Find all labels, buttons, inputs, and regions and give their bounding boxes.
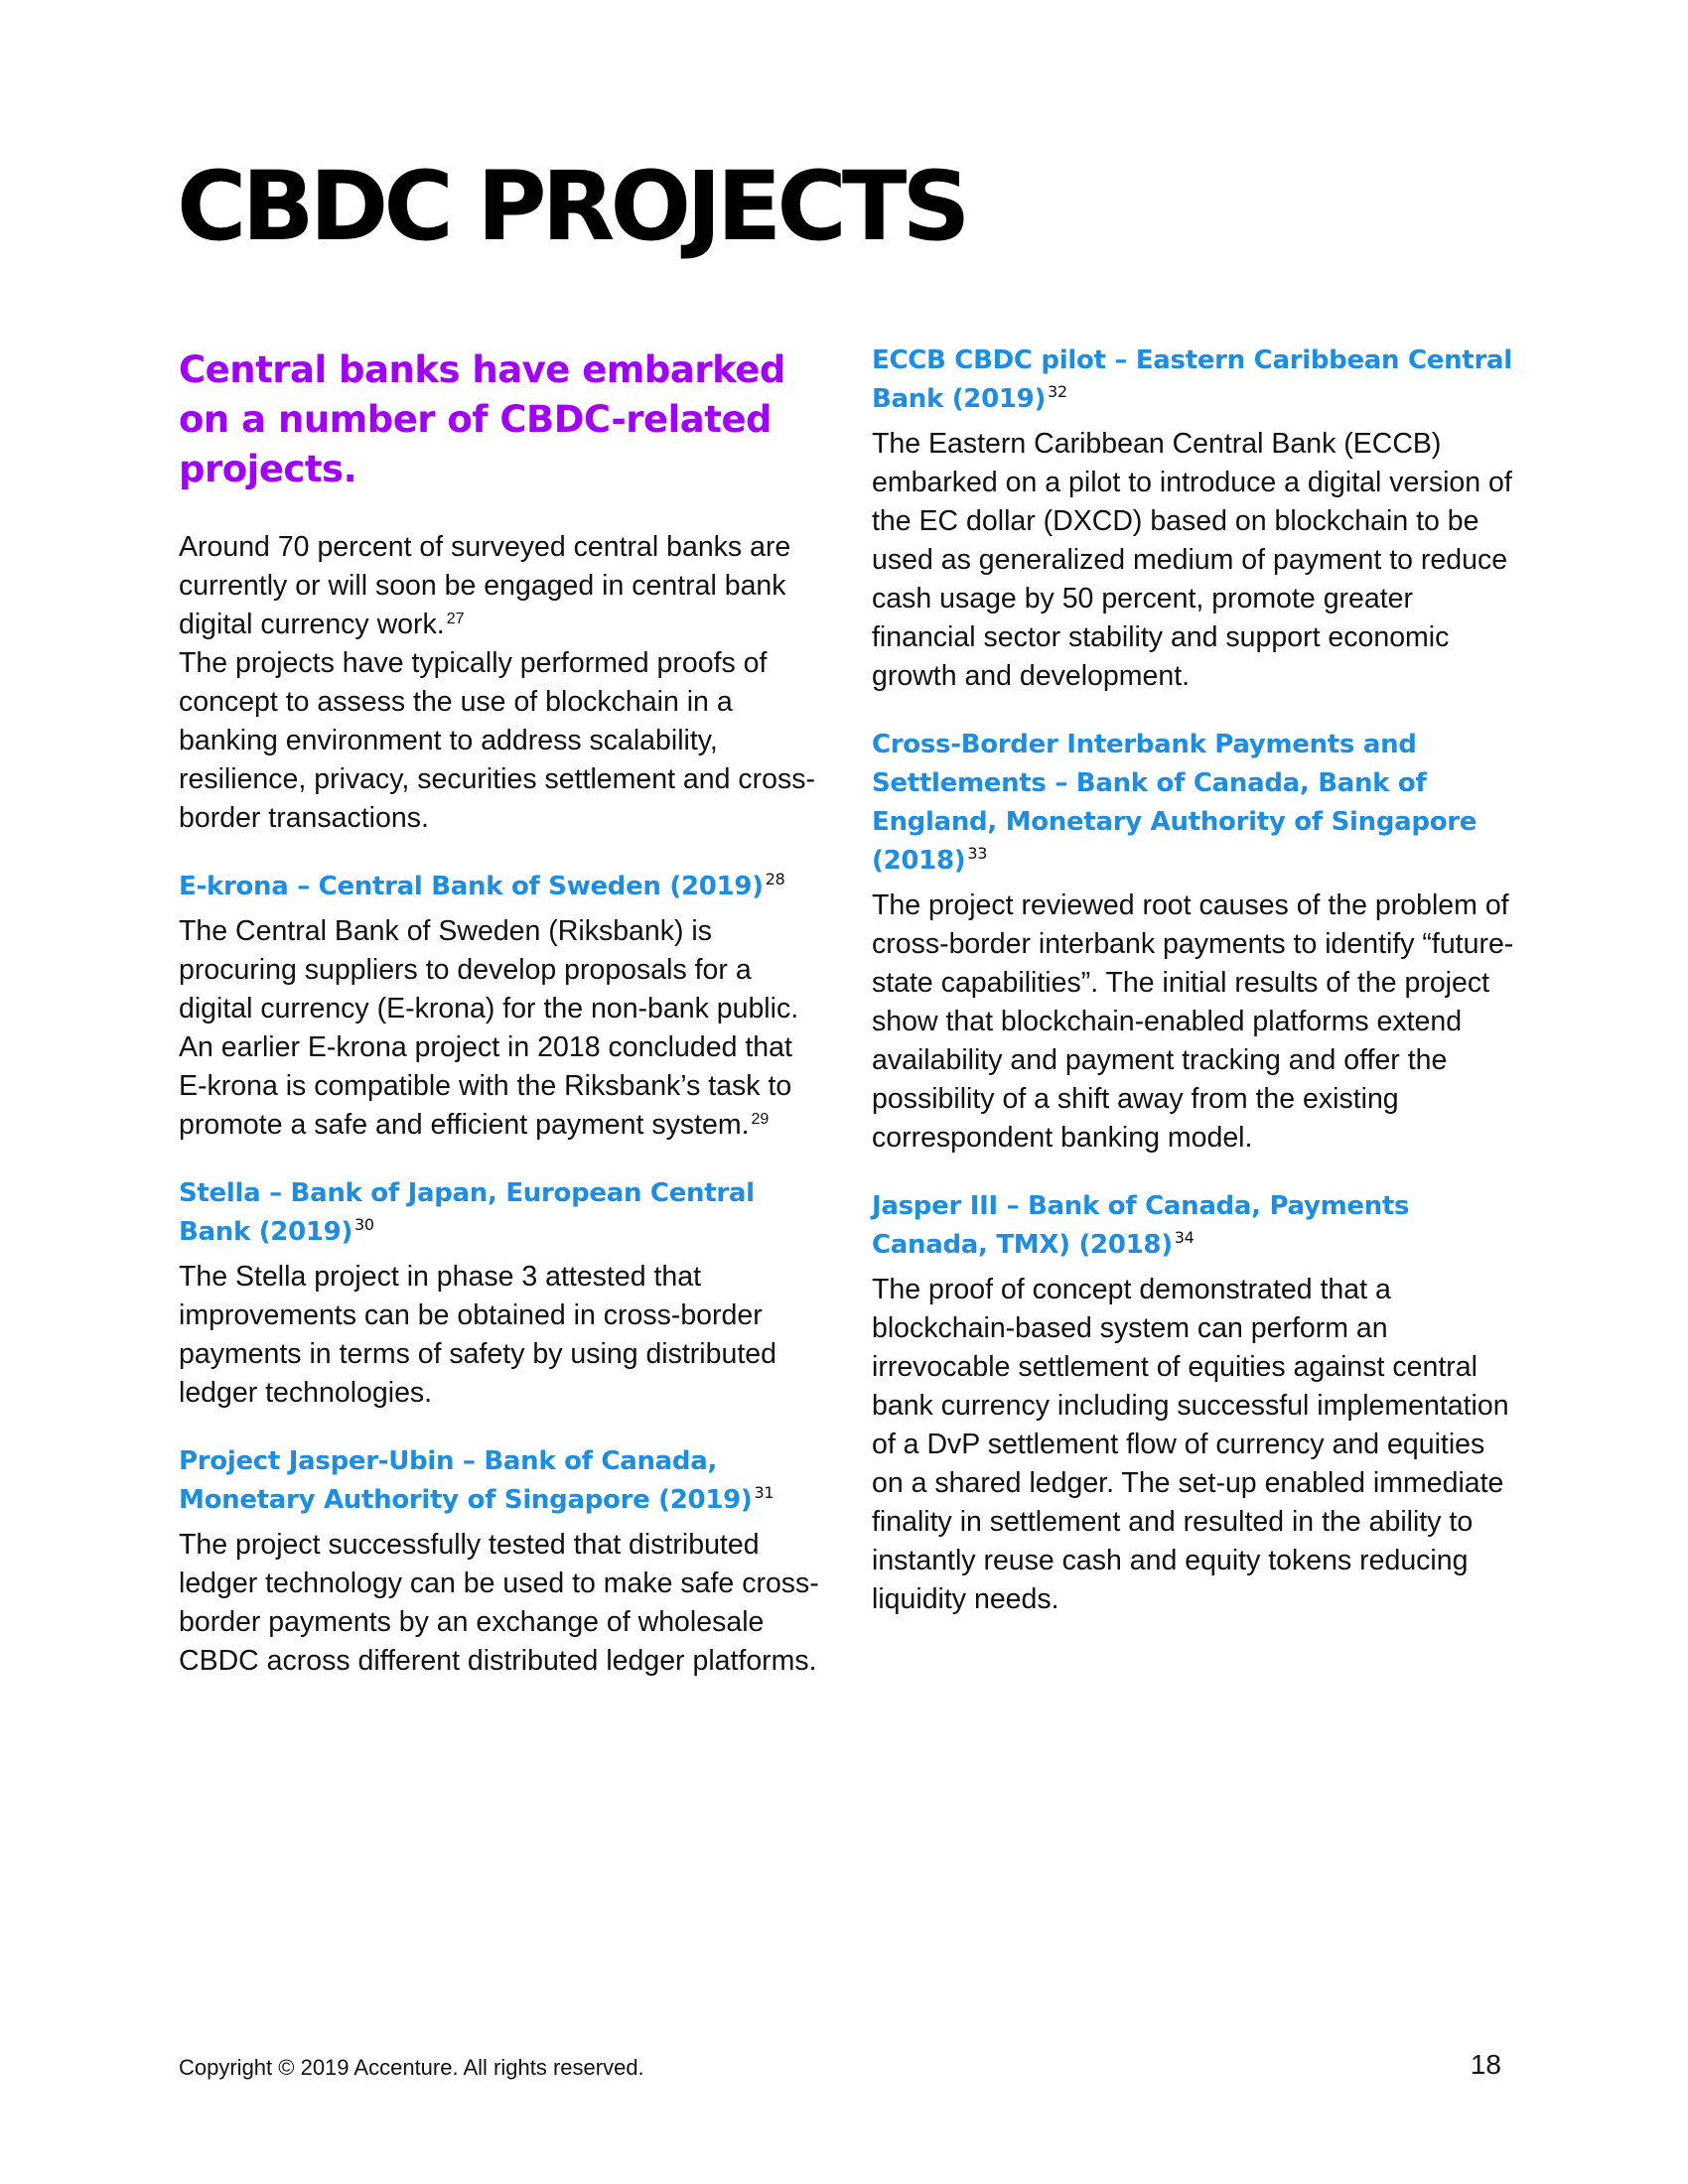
project-eccb <box>872 341 1517 696</box>
intro-text: Around 70 percent of surveyed central banks are currently or will soon be engaged in central bank digital currency work. <box>179 531 791 640</box>
project-body <box>179 1258 824 1413</box>
footnote-ref: 30 <box>354 1215 374 1235</box>
project-jasper-ubin <box>179 1442 824 1681</box>
project-heading-text: ECCB CBDC pilot – Eastern Caribbean Central Bank (2019) <box>872 345 1512 414</box>
project-heading-text: Jasper III – Bank of Canada, Payments Canada, TMX) (2018) <box>872 1191 1410 1260</box>
project-heading <box>179 1442 824 1520</box>
project-body <box>872 887 1517 1158</box>
project-body-text: The project reviewed root causes of the problem of cross-border interbank payments to identify “future-state capabilities”. The initial results of the project show that blockchain-enabled platforms extend availability and payment tracking and offer the possibility of a shift away from the existing correspondent banking model. <box>872 889 1514 1154</box>
project-heading-text: Stella – Bank of Japan, European Central Bank (2019) <box>179 1178 755 1247</box>
project-heading <box>179 1174 824 1252</box>
intro-paragraph <box>179 528 824 838</box>
project-body <box>872 1271 1517 1619</box>
project-body-text: The Central Bank of Sweden (Riksbank) is procuring suppliers to develop proposals for a digital currency (E-krona) for the non-bank public. An earlier E-krona project in 2018 concluded that E-krona is compatible with the Riksbank’s task to promote a safe and efficient payment system. <box>179 915 799 1141</box>
page-title: CBDC PROJECTS <box>177 151 966 262</box>
right-column <box>872 341 1517 1619</box>
project-heading <box>872 726 1517 881</box>
project-heading-text: Cross-Border Interbank Payments and Settlements – Bank of Canada, Bank of England, Monetary Authority of Singapore (2018) <box>872 730 1477 876</box>
project-body <box>179 912 824 1145</box>
project-heading <box>179 868 824 906</box>
project-body <box>179 1526 824 1681</box>
intro-text-2: The projects have typically performed proofs of concept to assess the use of blockchain in a banking environment to address scalability, resilience, privacy, securities settlement and cross-border transactions. <box>179 647 815 834</box>
footnote-ref: 28 <box>765 870 785 889</box>
project-body-text: The project successfully tested that distributed ledger technology can be used to make safe cross-border payments by an exchange of wholesale CBDC across different distributed ledger platforms. <box>179 1529 819 1677</box>
left-projects <box>179 868 824 1681</box>
project-heading-text: Project Jasper-Ubin – Bank of Canada, Monetary Authority of Singapore (2019) <box>179 1446 753 1515</box>
footnote-ref: 29 <box>751 1110 770 1128</box>
page-number: 18 <box>1470 2049 1501 2080</box>
footnote-ref: 32 <box>1048 382 1067 402</box>
project-body-text: The Eastern Caribbean Central Bank (ECCB) embarked on a pilot to introduce a digital version of the EC dollar (DXCD) based on blockchain to be used as generalized medium of payment to reduce cash usage by 50 percent, promote greater financial sector stability and support economic growth and development. <box>872 428 1512 692</box>
footer-copyright: Copyright © 2019 Accenture. All rights reserved. <box>179 2055 644 2080</box>
project-stella <box>179 1174 824 1413</box>
project-jasper-iii <box>872 1187 1517 1619</box>
footnote-ref: 33 <box>967 844 988 864</box>
project-ekrona <box>179 868 824 1145</box>
footnote-ref: 27 <box>446 610 465 627</box>
project-body <box>872 425 1517 696</box>
footnote-ref: 31 <box>754 1483 774 1503</box>
project-body-text: The Stella project in phase 3 attested that improvements can be obtained in cross-border payments in terms of safety by using distributed ledger technologies. <box>179 1261 776 1409</box>
project-heading-text: E-krona – Central Bank of Sweden (2019) <box>179 872 764 901</box>
footnote-ref: 34 <box>1174 1228 1195 1248</box>
project-body-text: The proof of concept demonstrated that a blockchain-based system can perform an irrevocable settlement of equities against central bank currency including successful implementation of a DvP settlement flow of currency and equities on a shared ledger. The set-up enabled immediate finality in settlement and resulted in the ability to instantly reuse cash and equity tokens reducing liquidity needs. <box>872 1274 1509 1615</box>
project-cross-border <box>872 726 1517 1158</box>
left-column <box>179 345 824 1681</box>
project-heading <box>872 1187 1517 1265</box>
project-heading <box>872 341 1517 419</box>
intro-heading: Central banks have embarked on a number of CBDC-related projects. <box>179 348 785 490</box>
